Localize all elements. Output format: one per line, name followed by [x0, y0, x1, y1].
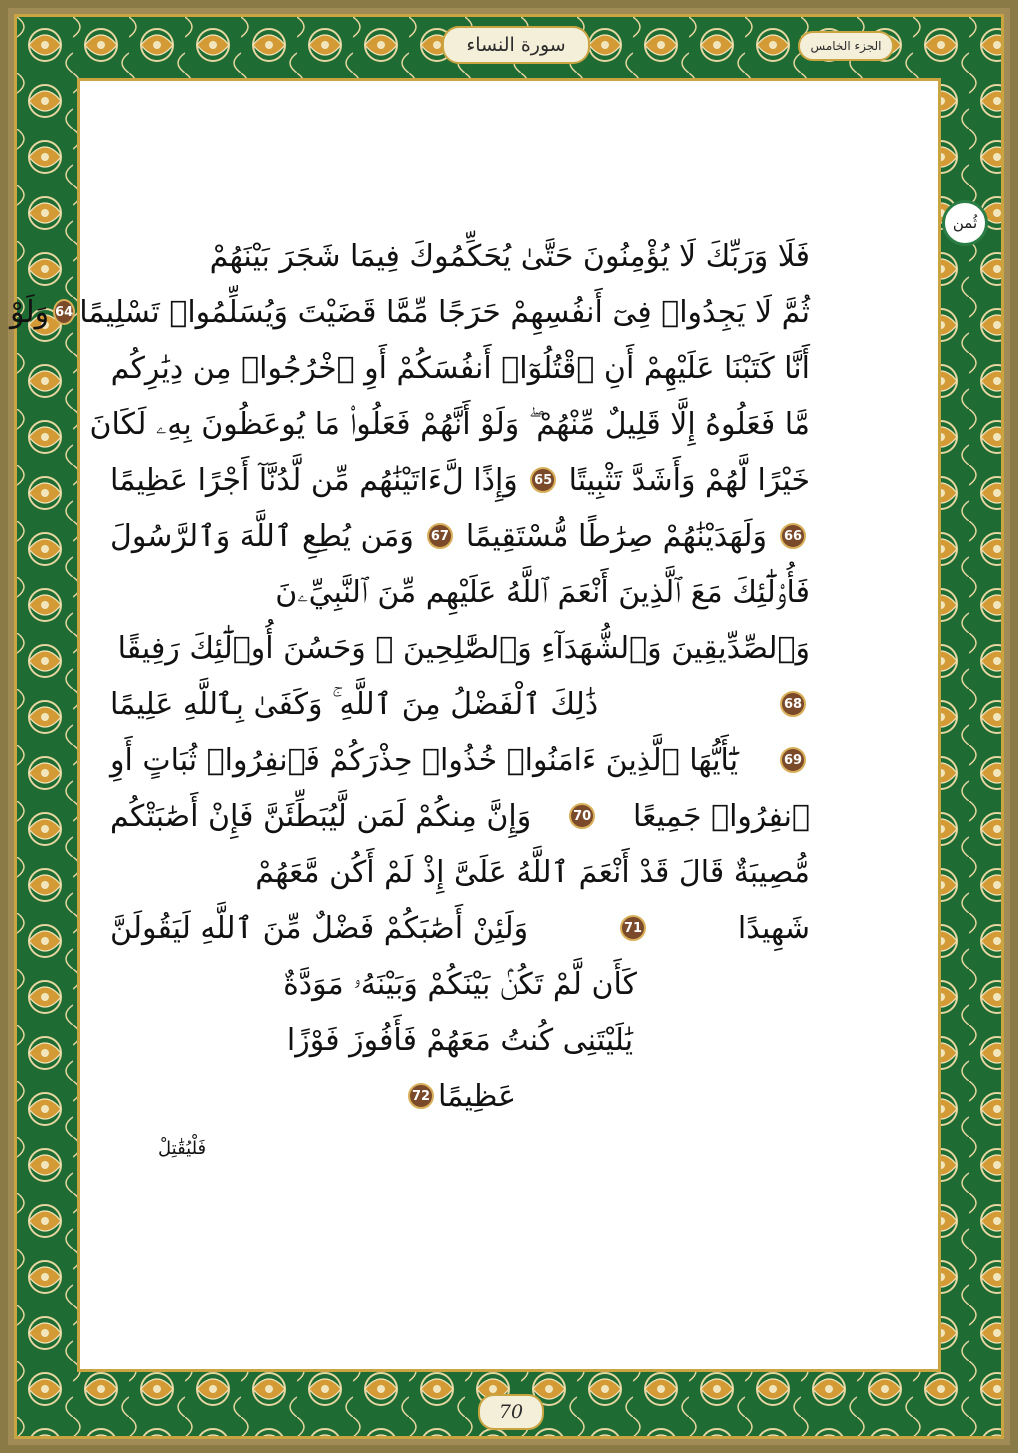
text-line	[110, 732, 810, 788]
verse-text: مَّا فَعَلُوهُ إِلَّا قَلِيلٌ مِّنْهُمْ ۖ وَلَوْ أَنَّهُمْ فَعَلُوا۟ مَا يُوعَظُونَ بِهِۦ لَكَانَ	[89, 406, 810, 442]
verse-text: خَيْرًا لَّهُمْ وَأَشَدَّ تَثْبِيتًا	[568, 462, 810, 498]
verse-text: أَنَّا كَتَبْنَا عَلَيْهِمْ أَنِ ٱقْتُلُوٓا۟ أَنفُسَكُمْ أَوِ ٱخْرُجُوا۟ مِن دِيَٰرِكُم	[110, 350, 810, 386]
verse-text: وَلَوْ	[9, 294, 50, 330]
verse-text: عَظِيمًا	[437, 1078, 517, 1114]
juz-label: الجزء الخامس	[798, 31, 894, 61]
text-line	[9, 284, 810, 340]
verse-text: وَلَهَدَيْنَٰهُمْ صِرَٰطًا مُّسْتَقِيمًا	[465, 518, 767, 554]
text-line	[110, 788, 810, 844]
verse-text: وَمَن يُطِعِ ٱللَّهَ وَٱلرَّسُولَ	[110, 518, 414, 554]
text-line	[110, 1012, 810, 1068]
verse-text: شَهِيدًا	[737, 910, 810, 946]
verse-text: وَلَئِنْ أَصَٰبَكُمْ فَضْلٌ مِّنَ ٱللَّهِ لَيَقُولَنَّ	[110, 910, 529, 946]
verse-text: وَإِذًا لَّءَاتَيْنَٰهُم مِّن لَّدُنَّآ أَجْرًا عَظِيمًا	[110, 462, 518, 498]
text-line	[110, 900, 810, 956]
text-line	[110, 228, 810, 284]
verse-text: وَإِنَّ مِنكُمْ لَمَن لَّيُبَطِّئَنَّ فَإِنْ أَصَٰبَتْكُم	[110, 798, 532, 834]
text-line	[89, 396, 810, 452]
verse-text: مُّصِيبَةٌ قَالَ قَدْ أَنْعَمَ ٱللَّهُ عَلَىَّ إِذْ لَمْ أَكُن مَّعَهُمْ	[255, 854, 810, 890]
text-line	[110, 564, 810, 620]
quran-text	[9, 228, 810, 1124]
verse-text: يَٰلَيْتَنِى كُنتُ مَعَهُمْ فَأَفُوزَ فَوْزًا	[286, 1022, 634, 1058]
ayah-number-marker: 70	[569, 803, 595, 829]
verse-text: يَٰٓأَيُّهَا ٱلَّذِينَ ءَامَنُوا۟ خُذُوا۟ حِذْرَكُمْ فَٱنفِرُوا۟ ثُبَاتٍ أَوِ	[110, 742, 739, 778]
surah-title: سورة النساء	[442, 26, 590, 64]
verse-text: فَلَا وَرَبِّكَ لَا يُؤْمِنُونَ حَتَّىٰ يُحَكِّمُوكَ فِيمَا شَجَرَ بَيْنَهُمْ	[209, 238, 810, 274]
ayah-number-marker: 71	[620, 915, 646, 941]
catchword: فَلْيُقَٰتِلْ	[158, 1138, 207, 1159]
ayah-number-marker: 69	[780, 747, 806, 773]
text-line	[110, 452, 810, 508]
text-line	[110, 956, 810, 1012]
ayah-number-marker: 72	[408, 1083, 434, 1109]
page-number: 70	[478, 1394, 544, 1430]
ayah-number-marker: 67	[427, 523, 453, 549]
text-line	[110, 1068, 810, 1124]
text-line	[110, 844, 810, 900]
verse-text: ذَٰلِكَ ٱلْفَضْلُ مِنَ ٱللَّهِ ۚ وَكَفَىٰ بِٱللَّهِ عَلِيمًا	[110, 686, 599, 722]
verse-text: ثُمَّ لَا يَجِدُوا۟ فِىٓ أَنفُسِهِمْ حَرَجًا مِّمَّا قَضَيْتَ وَيُسَلِّمُوا۟ تَسْلِيمًا	[79, 294, 810, 330]
verse-text: وَٱلصِّدِّيقِينَ وَٱلشُّهَدَآءِ وَٱلصَّٰلِحِينَ ۚ وَحَسُنَ أُو۟لَٰٓئِكَ رَفِيقًا	[117, 630, 810, 666]
verse-text: ٱنفِرُوا۟ جَمِيعًا	[633, 798, 810, 834]
verse-text: كَأَن لَّمْ تَكُنۢ بَيْنَكُمْ وَبَيْنَهُۥ مَوَدَّةٌ	[283, 966, 637, 1002]
ayah-number-marker: 66	[780, 523, 806, 549]
text-line	[110, 340, 810, 396]
hizb-marker: ثُمن	[942, 200, 988, 246]
text-line	[110, 676, 810, 732]
verse-text: فَأُو۟لَٰٓئِكَ مَعَ ٱلَّذِينَ أَنْعَمَ ٱللَّهُ عَلَيْهِم مِّنَ ٱلنَّبِيِّۦنَ	[275, 574, 810, 610]
text-line	[110, 508, 810, 564]
ayah-number-marker: 64	[53, 299, 75, 325]
ayah-number-marker: 68	[780, 691, 806, 717]
text-line	[110, 620, 810, 676]
ayah-number-marker: 65	[530, 467, 556, 493]
